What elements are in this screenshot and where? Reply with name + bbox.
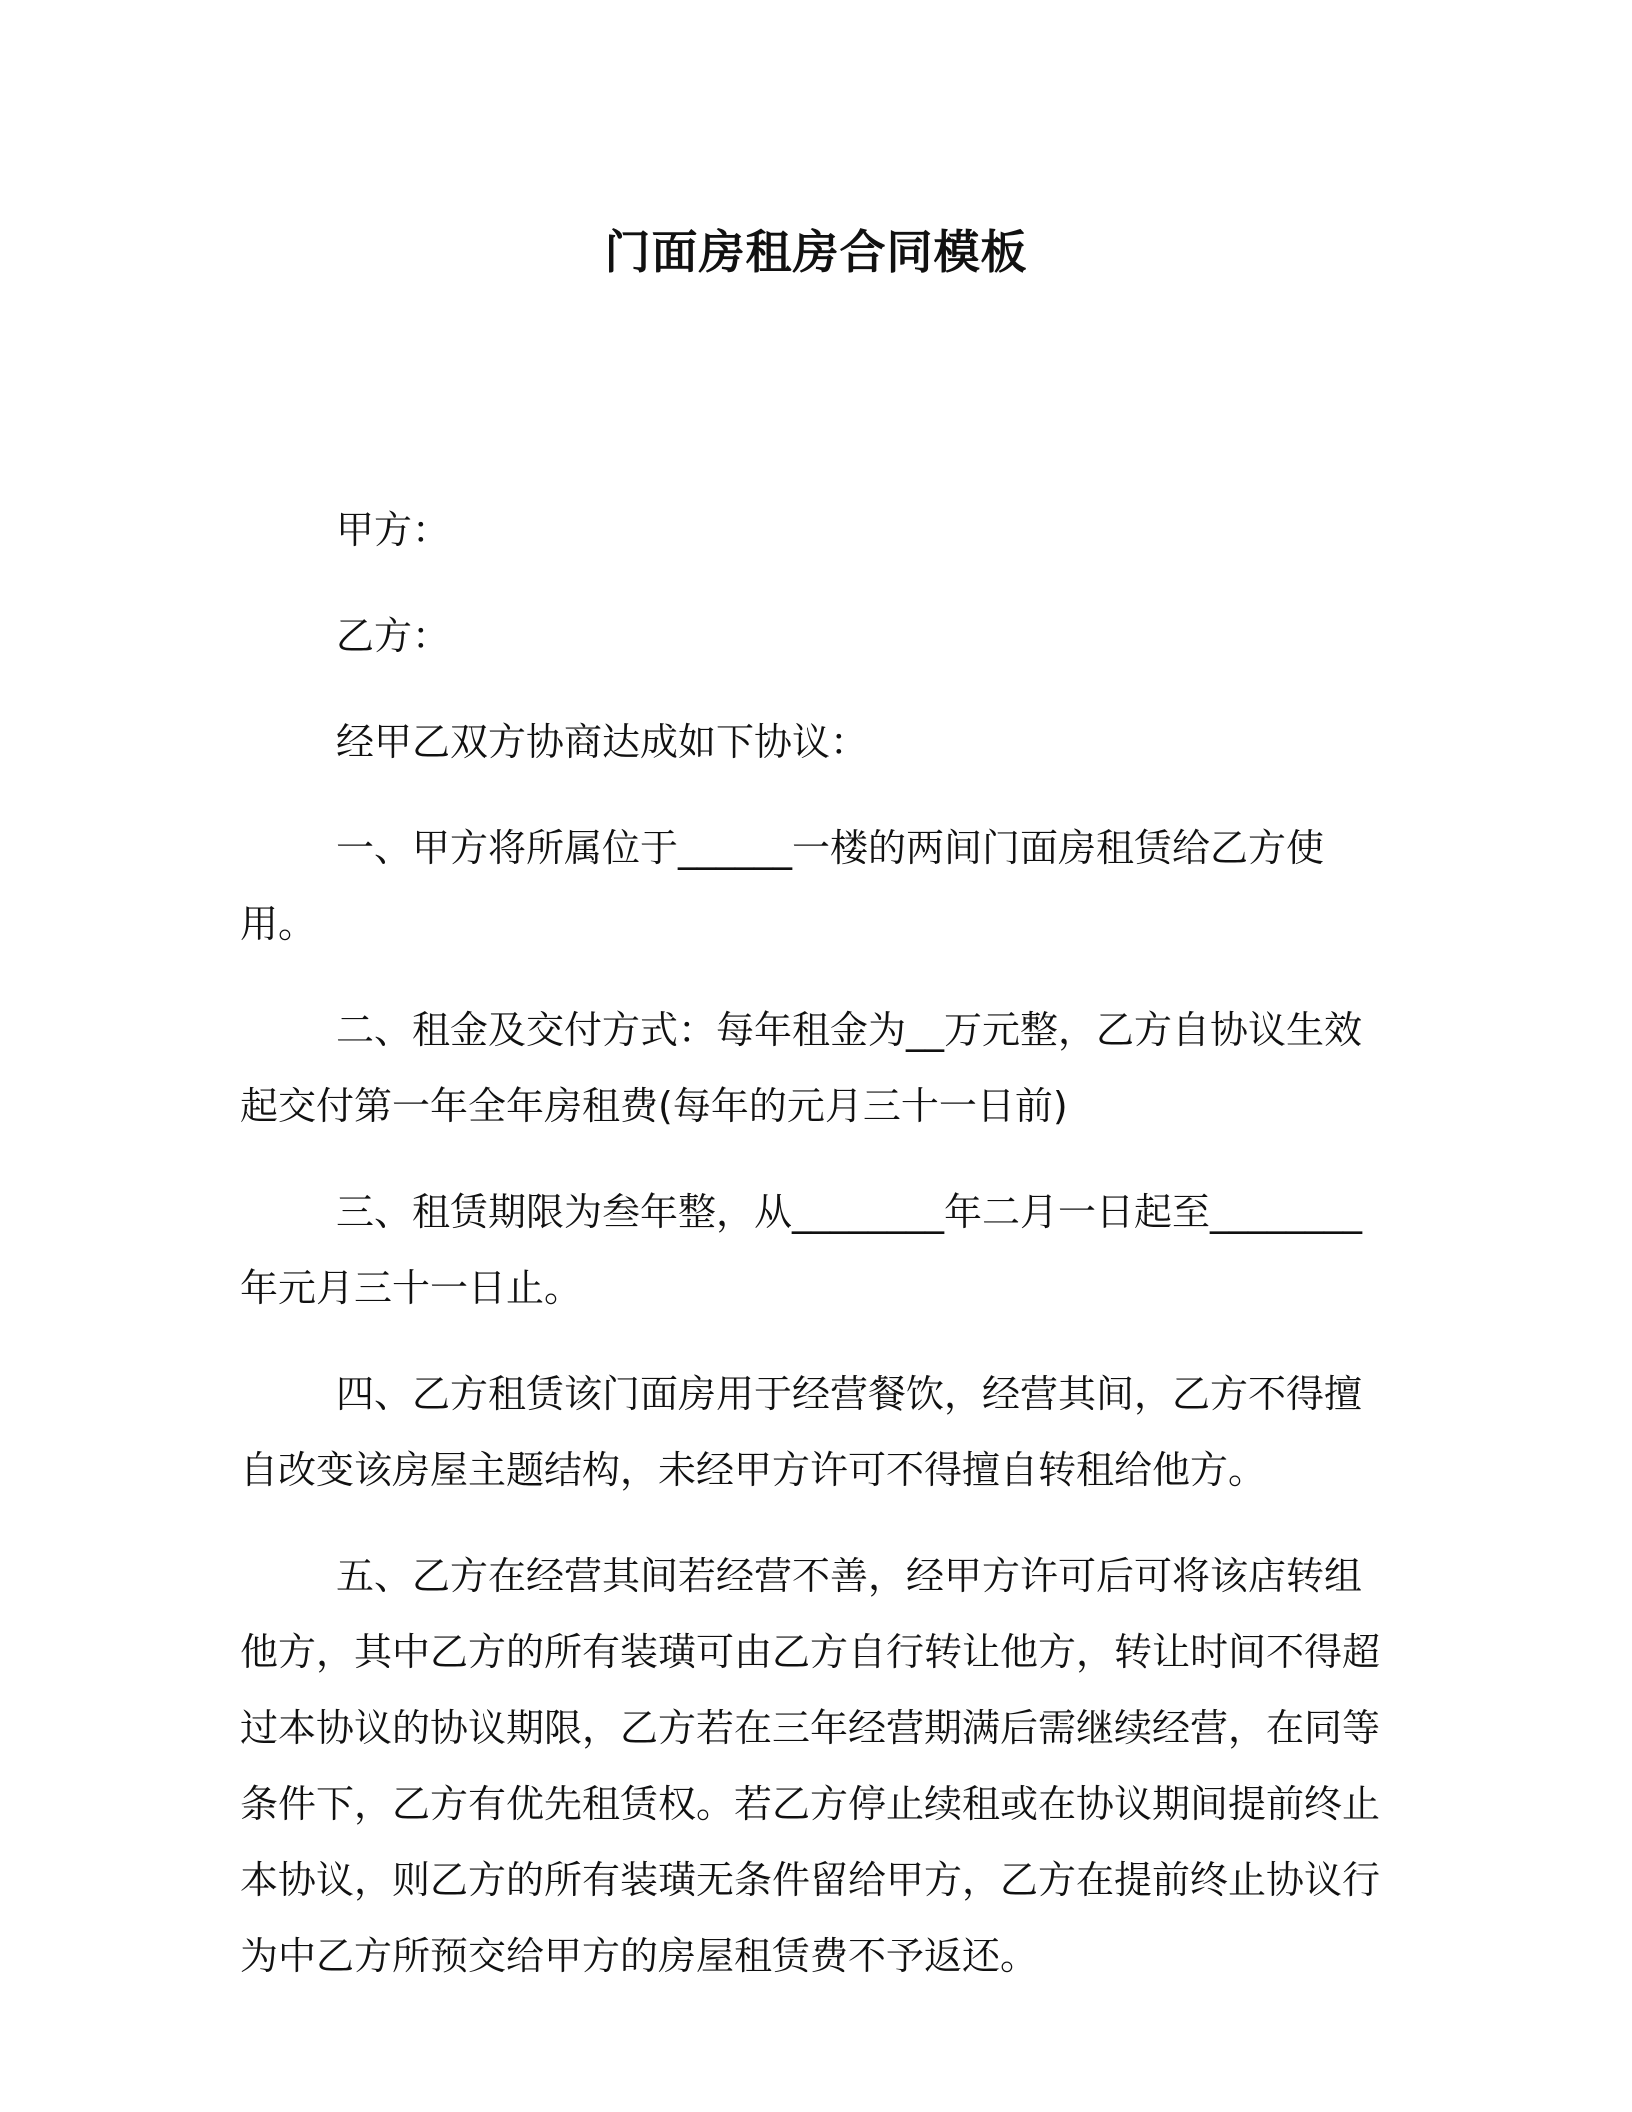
agreement-intro: 经甲乙双方协商达成如下协议： [336,720,869,764]
clause-3: 三、租赁期限为叁年整，从________年二月一日起至________年元月三十一日止。 [240,1190,1363,1310]
clause-5: 五、乙方在经营其间若经营不善，经甲方许可后可将该店转组他方，其中乙方的所有装璜可由乙方自行转让他方，转让时间不得超过本协议的协议期限，乙方若在三年经营期满后需继续经营，在同等条件下，乙方有优先租赁权。若乙方停止续租或在协议期间提前终止本协议，则乙方的所有装璜无条件留给甲方，乙方在提前终止协议行为中乙方所预交给甲方的房屋租赁费不予返还。 [240,1554,1381,1978]
party-a-line: 甲方： [336,508,451,552]
clause-2: 二、租金及交付方式：每年租金为__万元整，乙方自协议生效起交付第一年全年房租费(每年的元月三十一日前) [240,1008,1363,1128]
clause-4: 四、乙方租赁该门面房用于经营餐饮，经营其间，乙方不得擅自改变该房屋主题结构，未经甲方许可不得擅自转租给他方。 [240,1372,1363,1492]
document-title: 门面房租房合同模板 [604,225,1028,279]
party-b-line: 乙方： [336,614,451,658]
document-body [240,492,1392,2024]
clause-1: 一、甲方将所属位于______一楼的两间门面房租赁给乙方使用。 [240,826,1325,946]
